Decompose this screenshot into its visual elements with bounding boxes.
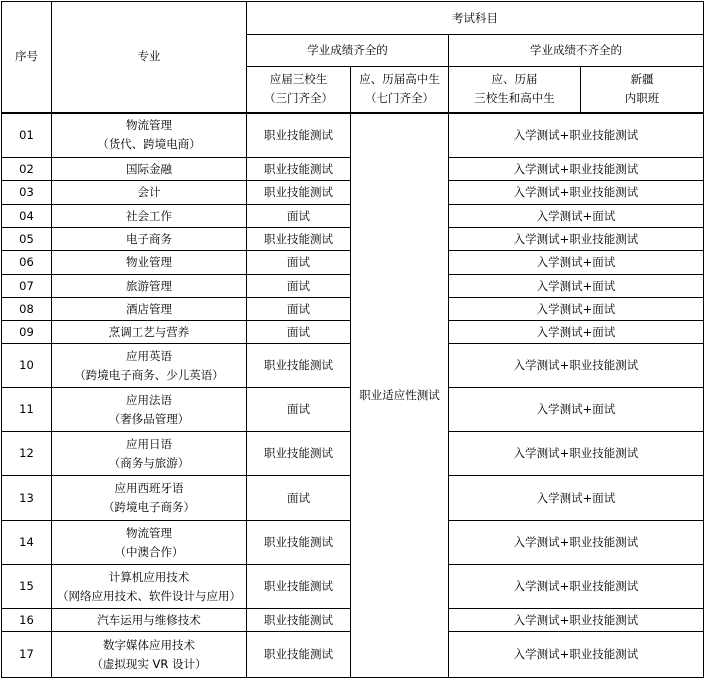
major-line: 旅游管理 bbox=[126, 278, 172, 293]
cell-major bbox=[52, 344, 247, 388]
cell-high-school-exam-merged: 职业适应性测试 bbox=[351, 113, 449, 678]
cell-sanxiao-exam: 面试 bbox=[247, 251, 351, 275]
cell-seq: 15 bbox=[2, 565, 52, 609]
cell-sanxiao-exam: 面试 bbox=[247, 205, 351, 228]
cell-seq: 08 bbox=[2, 298, 52, 321]
major-line: 应用西班牙语 bbox=[114, 481, 184, 495]
cell-incomplete-exam: 入学测试+职业技能测试 bbox=[449, 632, 704, 678]
major-line: （商务与旅游） bbox=[108, 455, 190, 470]
header-major: 专业 bbox=[52, 2, 247, 113]
header-sanxiao: 应届三校生 （三门齐全） bbox=[247, 67, 351, 113]
cell-sanxiao-exam: 职业技能测试 bbox=[247, 158, 351, 181]
cell-incomplete-exam: 入学测试+面试 bbox=[449, 388, 704, 432]
cell-sanxiao-exam: 面试 bbox=[247, 476, 351, 521]
cell-seq: 07 bbox=[2, 275, 52, 298]
cell-incomplete-exam: 入学测试+职业技能测试 bbox=[449, 158, 704, 181]
major-line: （奢侈品管理） bbox=[108, 411, 190, 426]
table-body bbox=[2, 113, 704, 678]
major-line: （虚拟现实 VR 设计） bbox=[91, 656, 207, 671]
major-line: （货代、跨境电商） bbox=[97, 137, 201, 152]
cell-major bbox=[52, 609, 247, 632]
cell-sanxiao-exam: 职业技能测试 bbox=[247, 632, 351, 678]
major-line: 数字媒体应用技术 bbox=[103, 637, 195, 652]
major-line: 会计 bbox=[137, 185, 161, 199]
cell-major bbox=[52, 298, 247, 321]
major-line: 物流管理 bbox=[126, 118, 172, 133]
cell-sanxiao-exam: 职业技能测试 bbox=[247, 521, 351, 565]
cell-sanxiao-exam: 面试 bbox=[247, 298, 351, 321]
cell-sanxiao-exam: 职业技能测试 bbox=[247, 228, 351, 251]
cell-incomplete-exam: 入学测试+职业技能测试 bbox=[449, 609, 704, 632]
cell-incomplete-exam: 入学测试+职业技能测试 bbox=[449, 432, 704, 476]
cell-incomplete-exam: 入学测试+职业技能测试 bbox=[449, 565, 704, 609]
header-complete: 学业成绩齐全的 bbox=[247, 35, 449, 67]
major-line: 烹调工艺与营养 bbox=[108, 324, 190, 339]
cell-seq: 03 bbox=[2, 181, 52, 205]
cell-major bbox=[52, 158, 247, 181]
cell-seq: 04 bbox=[2, 205, 52, 228]
cell-incomplete-exam: 入学测试+职业技能测试 bbox=[449, 521, 704, 565]
major-line: 应用法语 bbox=[126, 392, 172, 407]
major-line: 应用日语 bbox=[126, 436, 172, 451]
cell-seq: 01 bbox=[2, 113, 52, 158]
major-line: 酒店管理 bbox=[126, 301, 172, 316]
cell-seq: 12 bbox=[2, 432, 52, 476]
cell-major bbox=[52, 521, 247, 565]
header-high-school: 应、历届高中生 （七门齐全） bbox=[351, 67, 449, 113]
cell-incomplete-exam: 入学测试+面试 bbox=[449, 205, 704, 228]
cell-incomplete-exam: 入学测试+面试 bbox=[449, 275, 704, 298]
major-line: 物流管理 bbox=[126, 525, 172, 540]
cell-major bbox=[52, 113, 247, 158]
cell-major bbox=[52, 432, 247, 476]
cell-sanxiao-exam: 面试 bbox=[247, 388, 351, 432]
cell-major bbox=[52, 228, 247, 251]
cell-sanxiao-exam: 职业技能测试 bbox=[247, 432, 351, 476]
cell-major bbox=[52, 275, 247, 298]
cell-incomplete-exam: 入学测试+面试 bbox=[449, 298, 704, 321]
cell-major bbox=[52, 181, 247, 205]
cell-incomplete-exam: 入学测试+面试 bbox=[449, 321, 704, 344]
header-xinjiang: 新疆 内职班 bbox=[581, 67, 704, 113]
cell-seq: 05 bbox=[2, 228, 52, 251]
cell-seq: 02 bbox=[2, 158, 52, 181]
major-line: （中澳合作） bbox=[114, 544, 184, 559]
major-line: 计算机应用技术 bbox=[108, 569, 190, 584]
header-exam-subjects: 考试科目 bbox=[247, 2, 704, 35]
major-line: 国际金融 bbox=[126, 161, 172, 176]
cell-major bbox=[52, 388, 247, 432]
exam-subjects-table bbox=[1, 1, 704, 678]
table-header bbox=[2, 2, 704, 113]
cell-incomplete-exam: 入学测试+职业技能测试 bbox=[449, 181, 704, 205]
cell-major bbox=[52, 632, 247, 678]
cell-seq: 16 bbox=[2, 609, 52, 632]
cell-major bbox=[52, 321, 247, 344]
table-row bbox=[2, 113, 704, 158]
major-line: （网络应用技术、软件设计与应用） bbox=[57, 588, 241, 603]
cell-seq: 06 bbox=[2, 251, 52, 275]
cell-incomplete-exam: 入学测试+职业技能测试 bbox=[449, 113, 704, 158]
cell-incomplete-exam: 入学测试+职业技能测试 bbox=[449, 228, 704, 251]
cell-seq: 13 bbox=[2, 476, 52, 521]
major-line: 电子商务 bbox=[126, 231, 172, 246]
major-line: 物业管理 bbox=[126, 255, 172, 269]
cell-seq: 14 bbox=[2, 521, 52, 565]
major-line: （跨境电子商务、少儿英语） bbox=[74, 367, 224, 382]
cell-incomplete-exam: 入学测试+职业技能测试 bbox=[449, 344, 704, 388]
cell-major bbox=[52, 476, 247, 521]
cell-seq: 17 bbox=[2, 632, 52, 678]
header-seq: 序号 bbox=[2, 2, 52, 113]
cell-sanxiao-exam: 面试 bbox=[247, 275, 351, 298]
cell-seq: 10 bbox=[2, 344, 52, 388]
cell-sanxiao-exam: 职业技能测试 bbox=[247, 344, 351, 388]
major-line: （跨境电子商务） bbox=[103, 500, 195, 514]
cell-major bbox=[52, 565, 247, 609]
cell-major bbox=[52, 205, 247, 228]
cell-incomplete-exam: 入学测试+面试 bbox=[449, 251, 704, 275]
cell-incomplete-exam: 入学测试+面试 bbox=[449, 476, 704, 521]
cell-sanxiao-exam: 职业技能测试 bbox=[247, 113, 351, 158]
major-line: 社会工作 bbox=[126, 208, 172, 223]
major-line: 应用英语 bbox=[126, 348, 172, 363]
cell-seq: 09 bbox=[2, 321, 52, 344]
cell-sanxiao-exam: 面试 bbox=[247, 321, 351, 344]
cell-sanxiao-exam: 职业技能测试 bbox=[247, 181, 351, 205]
header-incomplete: 学业成绩不齐全的 bbox=[449, 35, 704, 67]
cell-sanxiao-exam: 职业技能测试 bbox=[247, 609, 351, 632]
cell-major bbox=[52, 251, 247, 275]
cell-sanxiao-exam: 职业技能测试 bbox=[247, 565, 351, 609]
major-line: 汽车运用与维修技术 bbox=[97, 612, 201, 627]
cell-seq: 11 bbox=[2, 388, 52, 432]
header-incomplete-sanxiao-highschool: 应、历届 三校生和高中生 bbox=[449, 67, 581, 113]
